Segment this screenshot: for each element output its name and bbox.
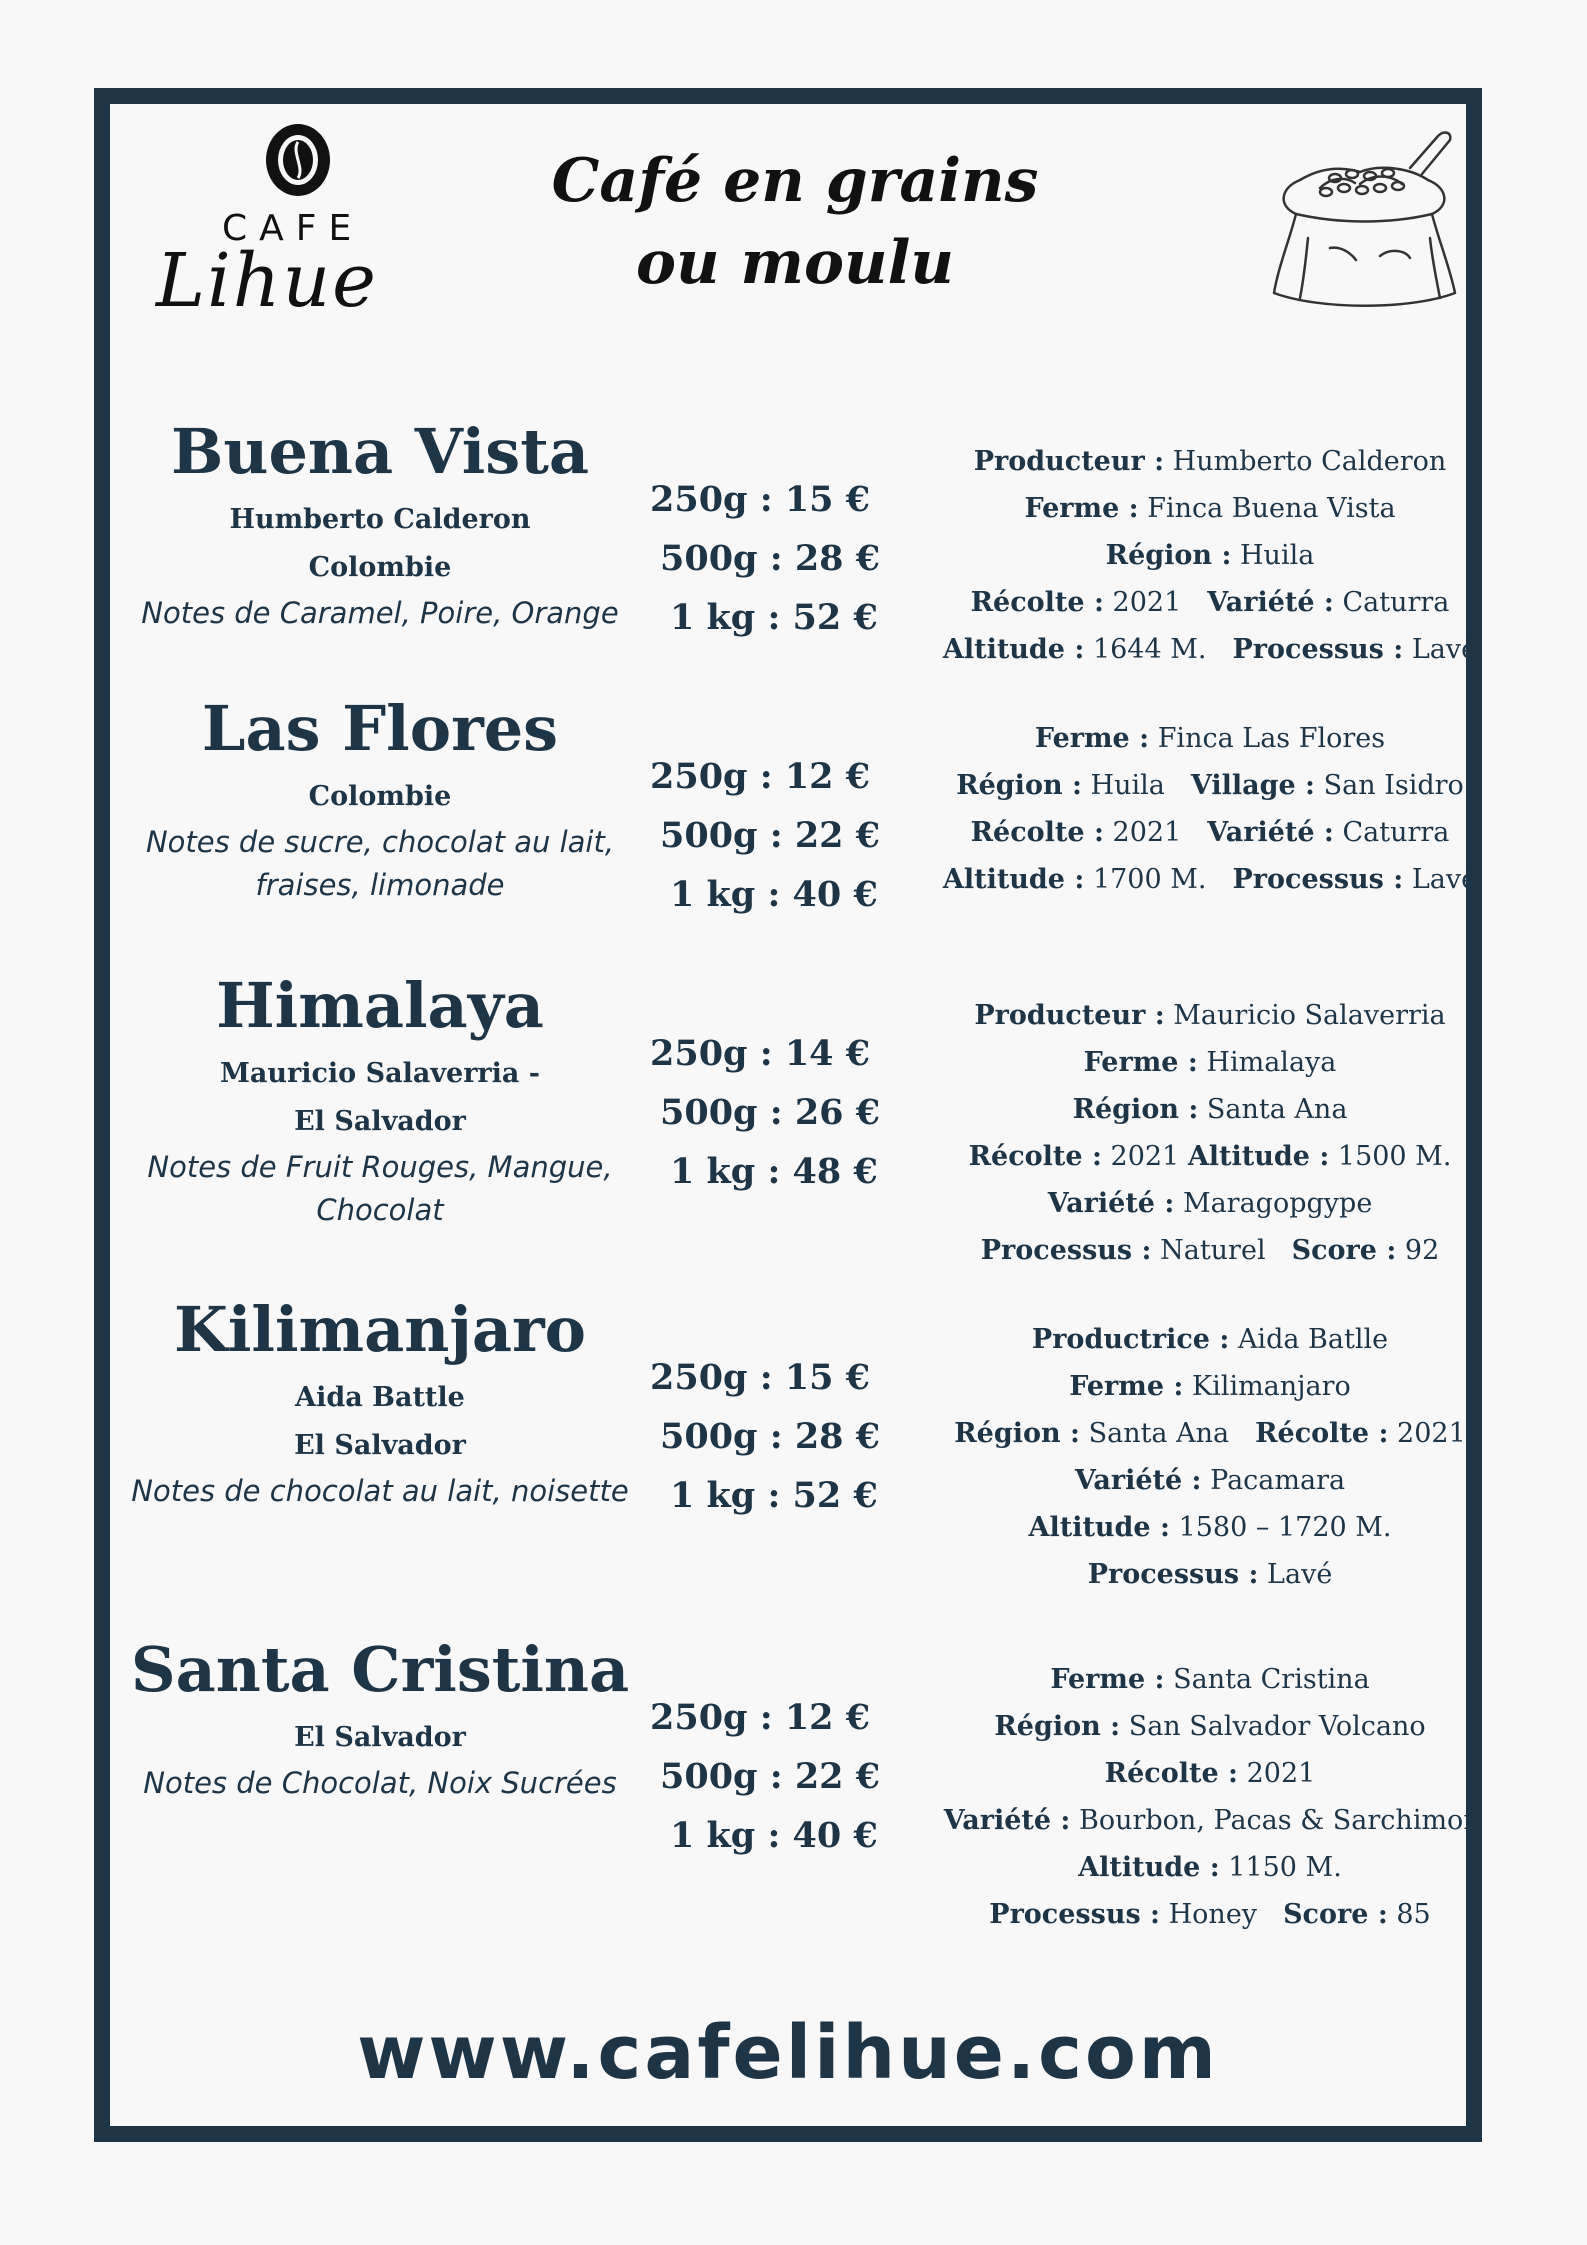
detail-line (910, 1180, 1510, 1227)
detail-value: Santa Cristina (1173, 1664, 1370, 1695)
detail-value: Aida Batlle (1237, 1324, 1389, 1355)
detail-label: Région : (954, 1418, 1080, 1449)
detail-line (910, 809, 1510, 856)
detail-line (910, 1133, 1510, 1180)
detail-value: Mauricio Salaverria (1173, 1000, 1446, 1031)
detail-value: Huila (1090, 770, 1165, 801)
coffee-notes: fraises, limonade (255, 868, 505, 902)
coffee-info (110, 970, 650, 1232)
coffee-producer: Humberto Calderon (229, 504, 531, 535)
detail-value: Santa Ana (1206, 1094, 1348, 1125)
detail-label: Altitude : (1028, 1512, 1170, 1543)
detail-line (910, 1316, 1510, 1363)
detail-label: Récolte : (1104, 1758, 1239, 1789)
detail-label: Région : (1105, 540, 1232, 571)
coffee-notes: Notes de sucre, chocolat au lait, (145, 825, 615, 859)
detail-value: Finca Las Flores (1157, 723, 1386, 754)
detail-line (910, 532, 1510, 579)
detail-line (910, 1086, 1510, 1133)
price-list (650, 1348, 910, 1525)
coffee-name: Buena Vista (170, 415, 590, 488)
price-list (650, 747, 910, 924)
coffee-name: Himalaya (216, 969, 544, 1042)
detail-label: Altitude : (1078, 1852, 1220, 1883)
detail-value: Naturel (1160, 1235, 1266, 1266)
price-1kg: 1 kg : 40 € (670, 874, 878, 915)
coffee-notes: Notes de Fruit Rouges, Mangue, (147, 1150, 613, 1184)
coffee-info (110, 693, 650, 907)
detail-value: 1580 – 1720 M. (1178, 1512, 1392, 1543)
detail-value: Maragopgype (1182, 1188, 1373, 1219)
coffee-country: El Salvador (294, 1430, 466, 1461)
detail-line (910, 1410, 1510, 1457)
detail-line (910, 1457, 1510, 1504)
detail-line (910, 1703, 1510, 1750)
coffee-notes: Notes de chocolat au lait, noisette (131, 1474, 629, 1508)
detail-label: Ferme : (1069, 1371, 1184, 1402)
detail-label: Processus : (980, 1235, 1152, 1266)
coffee-notes: Notes de Chocolat, Noix Sucrées (143, 1766, 617, 1800)
detail-line (910, 762, 1510, 809)
coffee-name: Kilimanjaro (173, 1293, 587, 1366)
coffee-producer: Mauricio Salaverria - (219, 1058, 541, 1089)
detail-line (910, 1039, 1510, 1086)
coffee-notes: Notes de Caramel, Poire, Orange (141, 596, 619, 630)
detail-label: Ferme : (1034, 723, 1150, 754)
price-list (650, 1688, 910, 1865)
detail-label: Altitude : (942, 864, 1085, 895)
detail-label: Région : (994, 1711, 1121, 1742)
detail-label: Producteur : (973, 446, 1165, 477)
detail-value: Lavé (1267, 1559, 1333, 1590)
detail-label: Variété : (943, 1805, 1071, 1836)
detail-line (910, 715, 1510, 762)
detail-label: Variété : (1047, 1188, 1175, 1219)
detail-label: Récolte : (970, 817, 1104, 848)
price-500g: 500g : 22 € (660, 1756, 881, 1797)
coffee-name: Las Flores (201, 692, 559, 765)
coffee-details (910, 1316, 1510, 1598)
price-250g: 250g : 14 € (650, 1033, 871, 1074)
detail-value: Lavé (1411, 864, 1478, 895)
detail-label: Variété : (1207, 817, 1334, 848)
detail-line (910, 992, 1510, 1039)
coffee-bean-circle-icon (263, 120, 333, 200)
detail-line (910, 1656, 1510, 1703)
coffee-country: Colombie (308, 552, 452, 583)
price-list (650, 470, 910, 647)
detail-value: San Isidro (1323, 770, 1464, 801)
coffee-info (110, 416, 650, 635)
detail-label: Processus : (1232, 864, 1404, 895)
coffee-sack-icon (1260, 128, 1470, 313)
detail-line (910, 1504, 1510, 1551)
detail-label: Récolte : (970, 587, 1104, 618)
coffee-info (110, 1294, 650, 1513)
detail-label: Variété : (1207, 587, 1334, 618)
detail-line (910, 1844, 1510, 1891)
detail-value: 1500 M. (1337, 1141, 1452, 1172)
detail-value: Humberto Calderon (1172, 446, 1447, 477)
price-1kg: 1 kg : 52 € (670, 597, 878, 638)
detail-label: Producteur : (974, 1000, 1165, 1031)
price-500g: 500g : 22 € (660, 815, 881, 856)
detail-label: Variété : (1074, 1465, 1202, 1496)
detail-line (910, 1363, 1510, 1410)
price-1kg: 1 kg : 40 € (670, 1815, 878, 1856)
detail-value: Caturra (1342, 817, 1450, 848)
detail-line (910, 856, 1510, 903)
price-250g: 250g : 15 € (650, 1357, 871, 1398)
detail-label: Région : (1072, 1094, 1199, 1125)
logo-lihue-text: Lihue (156, 238, 378, 324)
detail-value: 2021 (1246, 1758, 1316, 1789)
detail-value: 1644 M. (1092, 634, 1207, 665)
detail-value: Santa Ana (1088, 1418, 1230, 1449)
price-500g: 500g : 28 € (660, 538, 881, 579)
detail-value: San Salvador Volcano (1128, 1711, 1426, 1742)
detail-line (910, 1750, 1510, 1797)
detail-line (910, 579, 1510, 626)
coffee-info (110, 1634, 650, 1805)
detail-line (910, 1797, 1510, 1844)
detail-value: 1150 M. (1228, 1852, 1342, 1883)
price-1kg: 1 kg : 48 € (670, 1151, 878, 1192)
detail-label: Récolte : (968, 1141, 1102, 1172)
detail-value: 2021 (1397, 1418, 1466, 1449)
coffee-producer: Aida Battle (295, 1382, 465, 1413)
detail-value: Himalaya (1206, 1047, 1337, 1078)
detail-line (910, 626, 1510, 673)
coffee-country: El Salvador (294, 1106, 466, 1137)
detail-line (910, 485, 1510, 532)
price-1kg: 1 kg : 52 € (670, 1475, 878, 1516)
title-line-2: ou moulu (635, 228, 955, 298)
logo-cafe-text: CAFE (222, 208, 364, 249)
detail-label: Ferme : (1050, 1664, 1165, 1695)
detail-label: Score : (1283, 1899, 1388, 1930)
price-list (650, 1024, 910, 1201)
price-250g: 250g : 12 € (650, 1697, 871, 1738)
website-link[interactable]: www.cafelihue.com (357, 2010, 1219, 2096)
detail-line (910, 438, 1510, 485)
detail-value: Honey (1168, 1899, 1258, 1930)
detail-label: Processus : (989, 1899, 1161, 1930)
detail-value: Lavé (1411, 634, 1478, 665)
detail-value: 2021 (1112, 587, 1182, 618)
detail-label: Processus : (1232, 634, 1404, 665)
detail-line (910, 1891, 1510, 1938)
coffee-details (910, 438, 1510, 673)
detail-label: Ferme : (1024, 493, 1139, 524)
detail-value: Bourbon, Pacas & Sarchimor (1079, 1805, 1477, 1836)
detail-label: Productrice : (1031, 1324, 1230, 1355)
coffee-details (910, 1656, 1510, 1938)
coffee-name: Santa Cristina (130, 1633, 630, 1706)
detail-value: 92 (1404, 1235, 1440, 1266)
title-line-1: Café en grains (551, 146, 1039, 216)
detail-value: 2021 (1112, 817, 1182, 848)
detail-label: Récolte : (1255, 1418, 1389, 1449)
detail-value: Huila (1240, 540, 1315, 571)
brand-logo (150, 120, 450, 330)
detail-value: Caturra (1342, 587, 1450, 618)
coffee-notes: Chocolat (316, 1193, 444, 1227)
detail-label: Région : (956, 770, 1082, 801)
detail-label: Altitude : (1187, 1141, 1330, 1172)
price-250g: 250g : 15 € (650, 479, 871, 520)
coffee-details (910, 992, 1510, 1274)
detail-value: Pacamara (1210, 1465, 1346, 1496)
detail-value: 1700 M. (1092, 864, 1207, 895)
price-500g: 500g : 28 € (660, 1416, 881, 1457)
detail-label: Score : (1291, 1235, 1397, 1266)
detail-value: 85 (1396, 1899, 1431, 1930)
coffee-country: El Salvador (294, 1722, 466, 1753)
detail-line (910, 1227, 1510, 1274)
page-title (500, 140, 1090, 304)
detail-value: Kilimanjaro (1192, 1371, 1351, 1402)
detail-label: Ferme : (1083, 1047, 1198, 1078)
detail-label: Altitude : (942, 634, 1085, 665)
coffee-country: Colombie (308, 781, 452, 812)
detail-value: 2021 (1110, 1141, 1180, 1172)
coffee-details (910, 715, 1510, 903)
price-500g: 500g : 26 € (660, 1092, 881, 1133)
detail-label: Village : (1190, 770, 1316, 801)
detail-line (910, 1551, 1510, 1598)
detail-value: Finca Buena Vista (1147, 493, 1396, 524)
detail-label: Processus : (1087, 1559, 1259, 1590)
price-250g: 250g : 12 € (650, 756, 871, 797)
